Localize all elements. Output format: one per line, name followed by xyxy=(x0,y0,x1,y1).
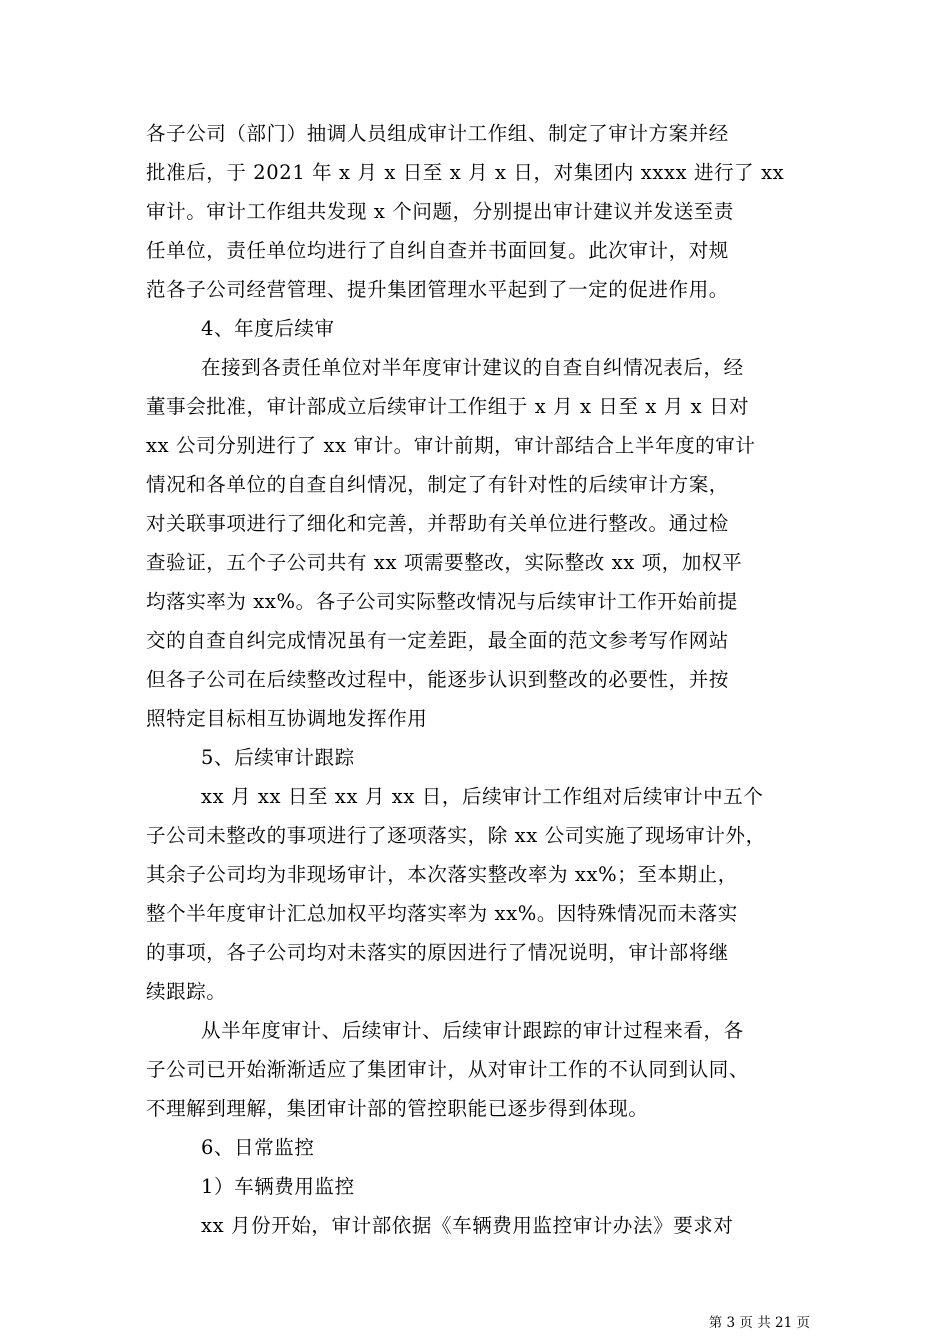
paragraph-start: xx 月份开始，审计部依据《车辆费用监控审计办法》要求对 xyxy=(201,1214,734,1237)
text-line: 查验证，五个子公司共有 xx 项需要整改，实际整改 xx 项，加权平 xyxy=(146,551,743,574)
text-line: 子公司未整改的事项进行了逐项落实，除 xx 公司实施了现场审计外， xyxy=(146,824,766,847)
text-line: 续跟踪。 xyxy=(146,980,227,1003)
text-line: 审计。审计工作组共发现 x 个问题，分别提出审计建议并发送至责 xyxy=(146,200,734,223)
text-line: xx 公司分别进行了 xx 审计。审计前期，审计部结合上半年度的审计 xyxy=(146,434,756,457)
text-line: 均落实率为 xx%。各子公司实际整改情况与后续审计工作开始前提 xyxy=(146,590,738,613)
paragraph-start: 在接到各责任单位对半年度审计建议的自查自纠情况表后，经 xyxy=(201,356,744,379)
paragraph-start: 从半年度审计、后续审计、后续审计跟踪的审计过程来看，各 xyxy=(201,1019,744,1042)
paragraph-start: xx 月 xx 日至 xx 月 xx 日，后续审计工作组对后续审计中五个 xyxy=(201,785,764,808)
text-line: 照特定目标相互协调地发挥作用 xyxy=(146,707,428,730)
text-line: 范各子公司经营管理、提升集团管理水平起到了一定的促进作用。 xyxy=(146,278,729,301)
text-line: 子公司已开始渐渐适应了集团审计，从对审计工作的不认同到认同、 xyxy=(146,1058,750,1081)
document-body xyxy=(146,114,811,1245)
text-line: 整个半年度审计汇总加权平均落实率为 xx%。因特殊情况而未落实 xyxy=(146,902,738,925)
text-line: 其余子公司均为非现场审计，本次落实整改率为 xx%；至本期止， xyxy=(146,863,738,886)
section-heading: 4、年度后续审 xyxy=(201,317,335,340)
section-heading: 6、日常监控 xyxy=(201,1136,315,1159)
text-line: 不理解到理解，集团审计部的管控职能已逐步得到体现。 xyxy=(146,1097,649,1120)
section-heading: 5、后续审计跟踪 xyxy=(201,746,355,769)
text-line: 任单位，责任单位均进行了自纠自查并书面回复。此次审计，对规 xyxy=(146,239,729,262)
page-number-footer: 第 3 页 共 21 页 xyxy=(708,1315,810,1331)
text-line: 情况和各单位的自查自纠情况，制定了有针对性的后续审计方案， xyxy=(146,473,729,496)
subsection-heading: 1）车辆费用监控 xyxy=(201,1175,355,1198)
text-line: 董事会批准，审计部成立后续审计工作组于 x 月 x 日至 x 月 x 日对 xyxy=(146,395,750,418)
text-line: 的事项，各子公司均对未落实的原因进行了情况说明，审计部将继 xyxy=(146,941,729,964)
text-line: 批准后，于 2021 年 x 月 x 日至 x 月 x 日，对集团内 xxxx 进行了 xx xyxy=(146,161,785,184)
text-line: 交的自查自纠完成情况虽有一定差距，最全面的范文参考写作网站 xyxy=(146,629,729,652)
text-line: 但各子公司在后续整改过程中，能逐步认识到整改的必要性，并按 xyxy=(146,668,729,691)
text-line: 对关联事项进行了细化和完善，并帮助有关单位进行整改。通过检 xyxy=(146,512,729,535)
text-line: 各子公司（部门）抽调人员组成审计工作组、制定了审计方案并经 xyxy=(146,122,729,145)
